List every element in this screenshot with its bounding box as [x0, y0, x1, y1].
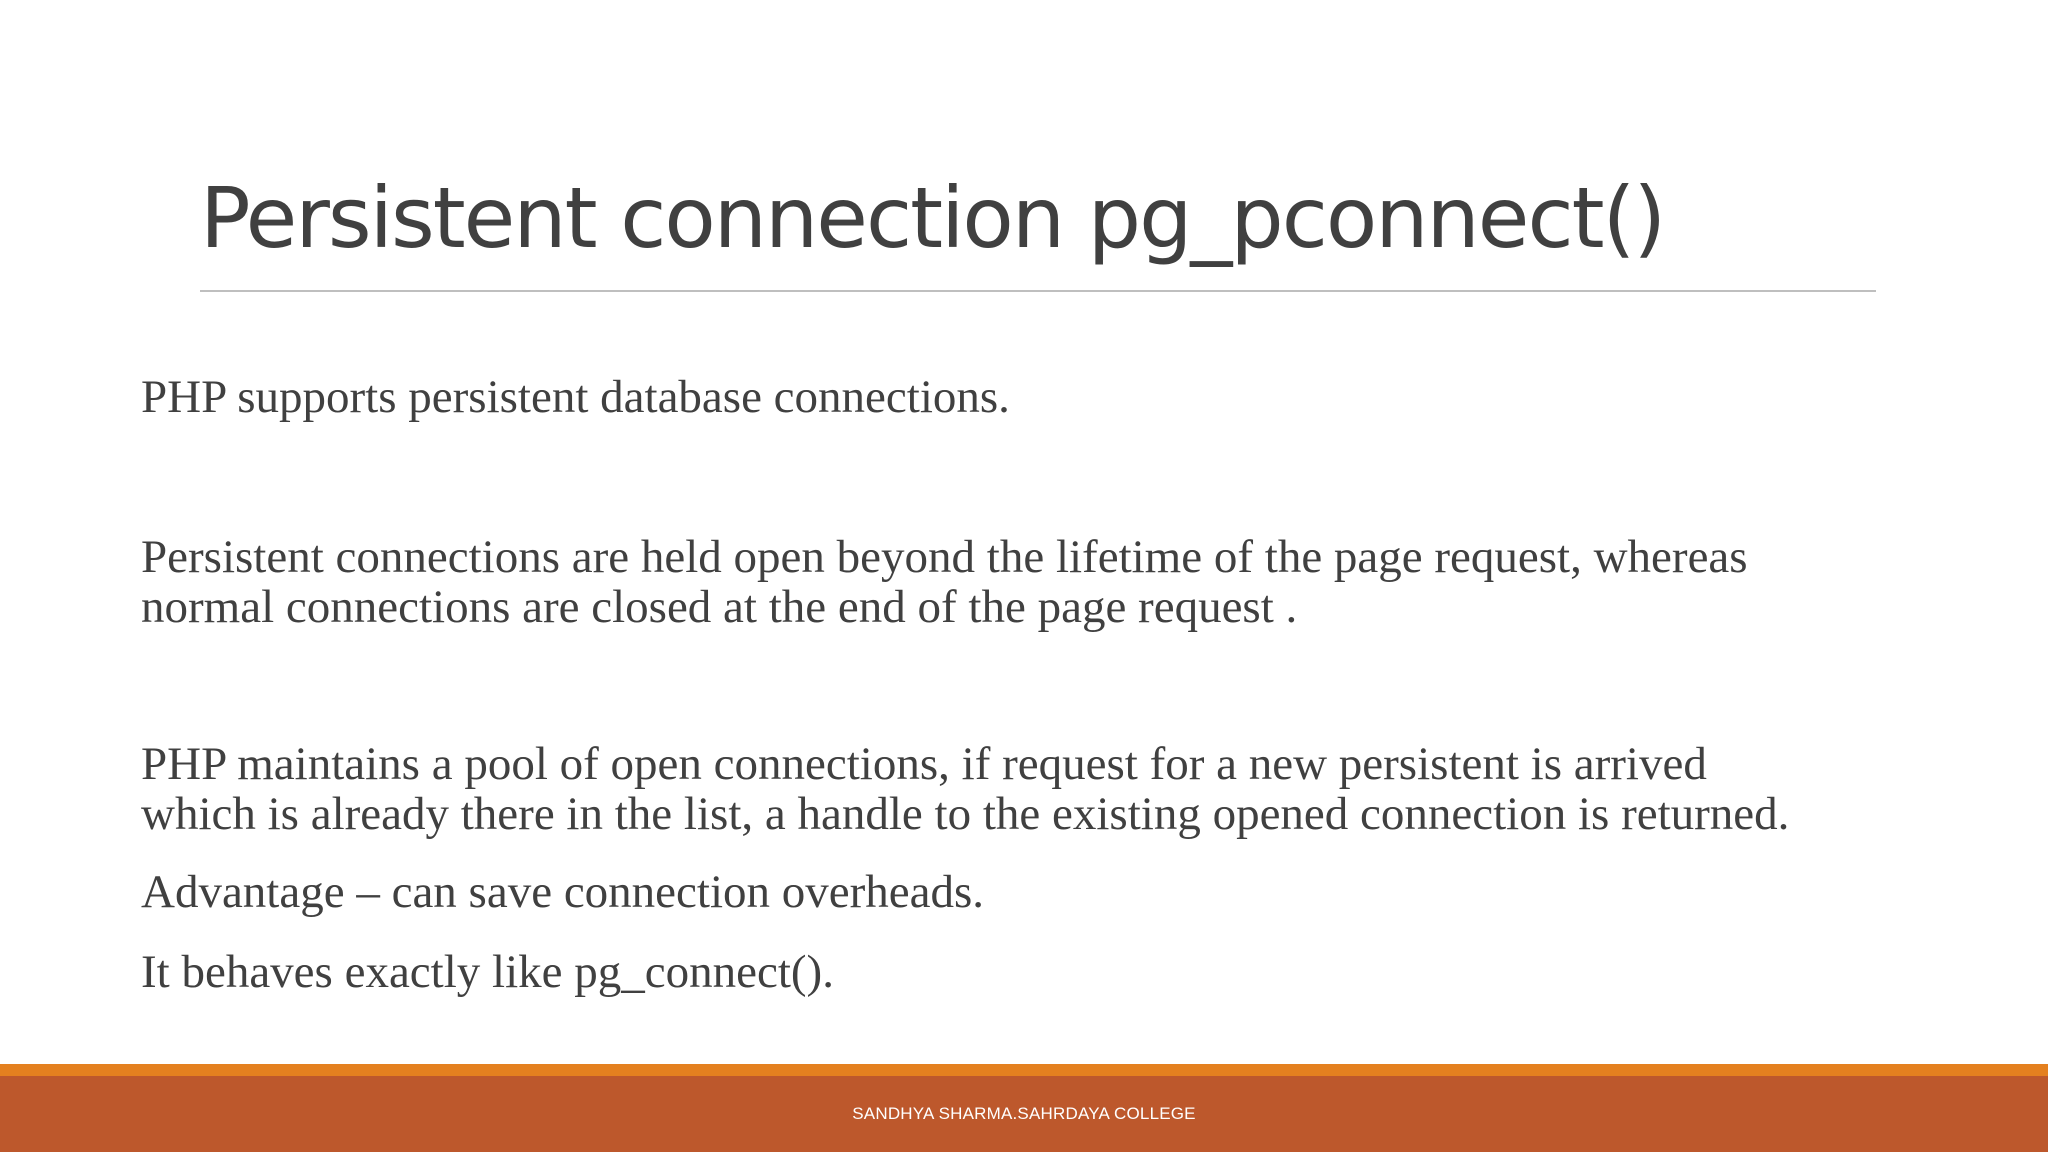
- footer-accent-stripe: [0, 1064, 2048, 1076]
- paragraph-line: PHP maintains a pool of open connections, if request for a new persistent is arrived: [141, 738, 1707, 790]
- paragraph-line: which is already there in the list, a handle to the existing opened connection is returned.: [141, 788, 1790, 840]
- paragraph-4: [141, 867, 984, 917]
- paragraph-line: It behaves exactly like pg_connect().: [141, 946, 834, 998]
- footer-text: SANDHYA SHARMA.SAHRDAYA COLLEGE: [852, 1104, 1196, 1123]
- paragraph-line: Advantage – can save connection overheads.: [141, 866, 985, 918]
- paragraph-2: [141, 532, 1748, 632]
- paragraph-3: [141, 739, 1789, 839]
- paragraph-5: [141, 947, 834, 997]
- paragraph-line: PHP supports persistent database connections.: [141, 371, 1010, 423]
- title-divider: [200, 290, 1876, 292]
- slide-title: Persistent connection pg_pconnect(): [200, 169, 1665, 267]
- paragraph-1: [141, 372, 1010, 422]
- paragraph-line: Persistent connections are held open beyond the lifetime of the page request, whereas: [141, 531, 1748, 583]
- paragraph-line: normal connections are closed at the end of the page request .: [141, 581, 1298, 633]
